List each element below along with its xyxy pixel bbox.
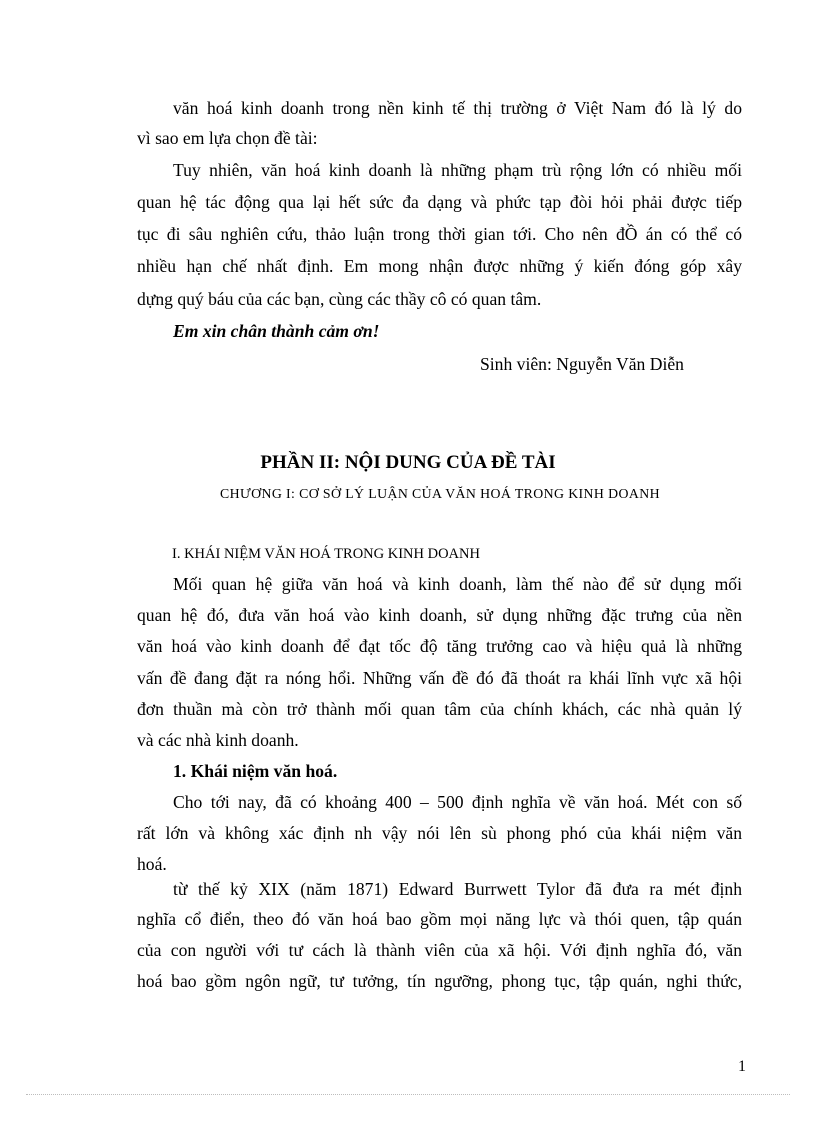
text-line: Mối quan hệ giữa văn hoá và kinh doanh, làm thế nào để sử dụng mối bbox=[173, 574, 742, 594]
text-line: tục đi sâu nghiên cứu, thảo luận trong thời gian tới. Cho nên đỒ án có thể có bbox=[137, 224, 742, 244]
section-title: I. KHÁI NIỆM VĂN HOÁ TRONG KINH DOANH bbox=[172, 546, 480, 562]
text-line: nghĩa cổ điển, theo đó văn hoá bao gồm mọi năng lực và thói quen, tập quán bbox=[137, 909, 742, 929]
text-line: vấn đề đang đặt ra nóng hổi. Những vấn đề đó đã thoát ra khái lĩnh vực xã hội bbox=[137, 668, 742, 688]
text-line: quan hệ tác động qua lại hết sức đa dạng và phức tạp đòi hỏi phải được tiếp bbox=[137, 192, 742, 212]
text-line: vì sao em lựa chọn đề tài: bbox=[137, 128, 318, 148]
signature-line: Sinh viên: Nguyễn Văn Diễn bbox=[480, 354, 684, 374]
text-line: và các nhà kinh doanh. bbox=[137, 730, 299, 750]
text-line: Cho tới nay, đã có khoảng 400 – 500 định nghĩa về văn hoá. Mét con số bbox=[173, 792, 742, 812]
text-line: quan hệ đó, đưa văn hoá vào kinh doanh, sử dụng những đặc trưng của nền bbox=[137, 605, 742, 625]
text-line: văn hoá kinh doanh trong nền kinh tế thị trường ở Việt Nam đó là lý do bbox=[173, 98, 742, 118]
text-line: của con người với tư cách là thành viên của xã hội. Với định nghĩa đó, văn bbox=[137, 940, 742, 960]
part-title: PHẦN II: NỘI DUNG CỦA ĐỀ TÀI bbox=[260, 452, 556, 473]
chapter-title: CHƯƠNG I: CƠ SỞ LÝ LUẬN CỦA VĂN HOÁ TRONG KINH DOANH bbox=[220, 486, 660, 501]
text-line: rất lớn và không xác định nh vậy nói lên sù phong phó của khái niệm văn bbox=[137, 823, 742, 843]
subsection-title: 1. Khái niệm văn hoá. bbox=[173, 761, 338, 781]
page-number: 1 bbox=[738, 1058, 746, 1075]
text-line: văn hoá vào kinh doanh để đạt tốc độ tăng trưởng cao và hiệu quả là những bbox=[137, 636, 742, 656]
text-line: nhiều hạn chế nhất định. Em mong nhận được những ý kiến đóng góp xây bbox=[137, 256, 742, 276]
text-line: hoá bao gồm ngôn ngữ, tư tưởng, tín ngưỡng, phong tục, tập quán, nghi thức, bbox=[137, 971, 742, 991]
text-line: dựng quý báu của các bạn, cùng các thầy cô có quan tâm. bbox=[137, 289, 542, 309]
closing-line: Em xin chân thành cảm ơn! bbox=[173, 321, 380, 341]
text-line: đơn thuần mà còn trở thành mối quan tâm của chính khách, các nhà quản lý bbox=[137, 699, 742, 719]
footer-divider bbox=[26, 1094, 790, 1095]
text-line: từ thế kỷ XIX (năm 1871) Edward Burrwett Tylor đã đưa ra mét định bbox=[173, 879, 742, 899]
text-line: hoá. bbox=[137, 854, 167, 874]
text-line: Tuy nhiên, văn hoá kinh doanh là những phạm trù rộng lớn có nhiều mối bbox=[173, 160, 742, 180]
